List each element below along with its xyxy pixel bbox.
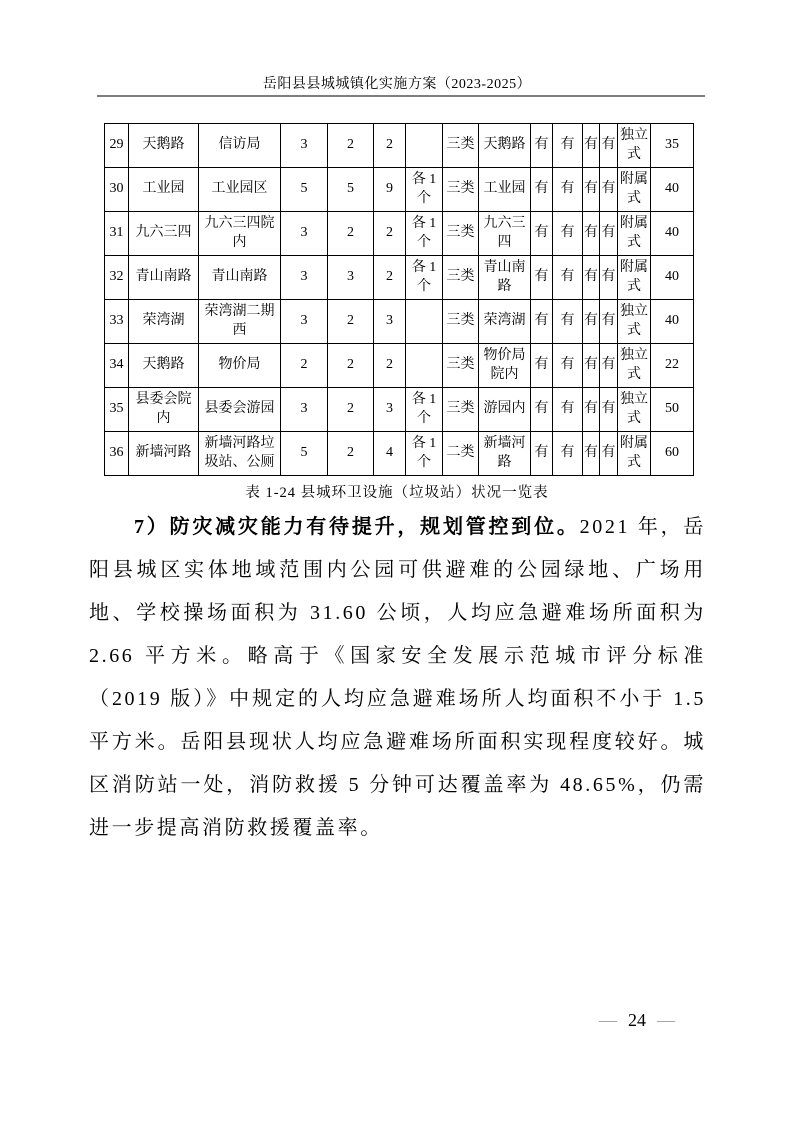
table-cell: 独立式 [618,300,651,344]
table-cell: 附属式 [618,212,651,256]
table-cell: 5 [281,432,328,476]
paragraph-body-text: 2021 年，岳阳县城区实体地域范围内公园可供避难的公园绿地、广场用地、学校操场面积为 31.60 公顷，人均应急避难场所面积为 2.66 平方米。略高于《国家安全发展示范城市评分标准（2019 版）》中规定的人均应急避难场所人均面积不小于 1.5 平方米。岳阳县现状人均应急避难场所面积实现程度较好。城区消防站一处，消防救援 5 分钟可达覆盖率为 48.65%，仍需进一步提高消防救援覆盖率。 [89,516,706,839]
table-cell: 有 [583,256,600,300]
table-cell: 2 [328,432,374,476]
table-cell: 三类 [443,168,479,212]
table-cell: 50 [651,388,694,432]
table-row [105,388,694,432]
table-row [105,344,694,388]
table-cell: 九六三四 [479,212,531,256]
table-cell: 有 [583,168,600,212]
table-cell: 有 [600,388,618,432]
table-cell: 物价局 [199,344,281,388]
table-cell: 9 [374,168,406,212]
table-row [105,256,694,300]
table-cell: 3 [281,124,328,168]
table-cell [406,124,443,168]
table-cell: 60 [651,432,694,476]
header-rule [97,95,705,97]
table-cell: 有 [600,344,618,388]
table-cell: 33 [105,300,129,344]
table-cell: 有 [583,344,600,388]
table-cell: 荣湾湖二期西 [199,300,281,344]
table-cell: 2 [281,344,328,388]
table-cell: 工业园区 [199,168,281,212]
body-paragraph [89,506,706,850]
table-cell: 5 [328,168,374,212]
table-cell: 荣湾湖 [479,300,531,344]
footer-dash-left: — [599,1010,617,1030]
table-cell: 3 [374,300,406,344]
table-cell: 有 [531,212,553,256]
table-cell: 三类 [443,344,479,388]
table-cell: 各 1 个 [406,256,443,300]
table-cell: 天鹅路 [129,124,199,168]
table-cell: 附属式 [618,256,651,300]
table-cell: 4 [374,432,406,476]
table-cell: 有 [553,344,583,388]
table-cell: 3 [281,388,328,432]
table-cell: 三类 [443,256,479,300]
paragraph-lead-bold: 7）防灾减灾能力有待提升，规划管控到位。 [134,516,580,538]
table-cell: 2 [374,124,406,168]
table-cell: 有 [531,300,553,344]
table-cell: 3 [281,212,328,256]
table-cell: 独立式 [618,344,651,388]
table-cell: 有 [600,212,618,256]
table-cell: 新墙河路 [129,432,199,476]
table-cell: 40 [651,168,694,212]
table-cell: 3 [281,256,328,300]
table-cell: 有 [531,168,553,212]
table-cell: 5 [281,168,328,212]
table-cell: 有 [600,124,618,168]
table-cell: 3 [374,388,406,432]
table-cell: 天鹅路 [129,344,199,388]
table-cell: 40 [651,256,694,300]
table-row [105,432,694,476]
table-cell: 各 1 个 [406,168,443,212]
table-cell: 独立式 [618,388,651,432]
table-cell: 九六三四院内 [199,212,281,256]
table-cell: 2 [328,344,374,388]
table-cell: 青山南路 [479,256,531,300]
table-cell: 新墙河路垃圾站、公厕 [199,432,281,476]
table-cell: 有 [531,124,553,168]
table-cell: 有 [553,388,583,432]
table-cell: 有 [583,432,600,476]
table-cell: 青山南路 [199,256,281,300]
table-cell: 有 [583,124,600,168]
table-row [105,168,694,212]
table-cell: 三类 [443,388,479,432]
table-cell: 有 [600,300,618,344]
table-cell: 二类 [443,432,479,476]
table-cell: 有 [600,168,618,212]
table-cell: 40 [651,212,694,256]
table-cell: 有 [553,212,583,256]
table-cell: 县委会院内 [129,388,199,432]
table-cell: 有 [553,256,583,300]
table-cell: 2 [374,256,406,300]
table-cell: 有 [553,432,583,476]
table-cell: 31 [105,212,129,256]
table-cell: 32 [105,256,129,300]
table-cell: 有 [531,256,553,300]
table-cell: 工业园 [129,168,199,212]
table-cell: 物价局院内 [479,344,531,388]
table-caption: 表 1-24 县城环卫设施（垃圾站）状况一览表 [245,485,549,501]
table-cell: 2 [328,300,374,344]
table-cell: 有 [553,168,583,212]
table-cell: 三类 [443,124,479,168]
table-cell: 天鹅路 [479,124,531,168]
table-cell: 40 [651,300,694,344]
table-cell: 2 [328,124,374,168]
table-cell: 游园内 [479,388,531,432]
table-row [105,300,694,344]
footer-dash-right: — [657,1010,675,1030]
table-cell: 有 [600,256,618,300]
table-cell: 九六三四 [129,212,199,256]
table-cell [406,344,443,388]
table-cell: 有 [553,300,583,344]
table-cell: 有 [583,212,600,256]
table-cell: 信访局 [199,124,281,168]
table-cell: 各 1 个 [406,388,443,432]
table-cell: 各 1 个 [406,432,443,476]
table-cell: 三类 [443,300,479,344]
table-cell: 附属式 [618,168,651,212]
table-cell: 2 [328,388,374,432]
table-cell: 有 [531,432,553,476]
table-cell: 有 [600,432,618,476]
table-body [105,124,694,476]
table-cell: 35 [105,388,129,432]
table-cell: 独立式 [618,124,651,168]
page-footer [599,1010,675,1031]
header-title: 岳阳县县城城镇化实施方案（2023-2025） [262,77,532,92]
table-cell: 有 [583,388,600,432]
table-cell: 2 [328,212,374,256]
table-cell: 36 [105,432,129,476]
table-cell: 3 [328,256,374,300]
sanitation-facilities-table [104,123,694,476]
table-cell: 有 [583,300,600,344]
table-cell: 三类 [443,212,479,256]
table-cell: 有 [531,344,553,388]
table-row [105,124,694,168]
table-cell: 工业园 [479,168,531,212]
table-cell: 29 [105,124,129,168]
table-cell: 2 [374,344,406,388]
table-row [105,212,694,256]
table-cell: 22 [651,344,694,388]
table-cell: 附属式 [618,432,651,476]
table-cell: 荣湾湖 [129,300,199,344]
page-number: 24 [628,1010,646,1030]
table-cell: 2 [374,212,406,256]
table-cell: 新墙河路 [479,432,531,476]
table-cell: 青山南路 [129,256,199,300]
table-cell: 35 [651,124,694,168]
table-cell: 县委会游园 [199,388,281,432]
table-cell [406,300,443,344]
table-cell: 30 [105,168,129,212]
table-cell: 34 [105,344,129,388]
table-cell: 各 1 个 [406,212,443,256]
table-cell: 3 [281,300,328,344]
table-cell: 有 [553,124,583,168]
table-cell: 有 [531,388,553,432]
